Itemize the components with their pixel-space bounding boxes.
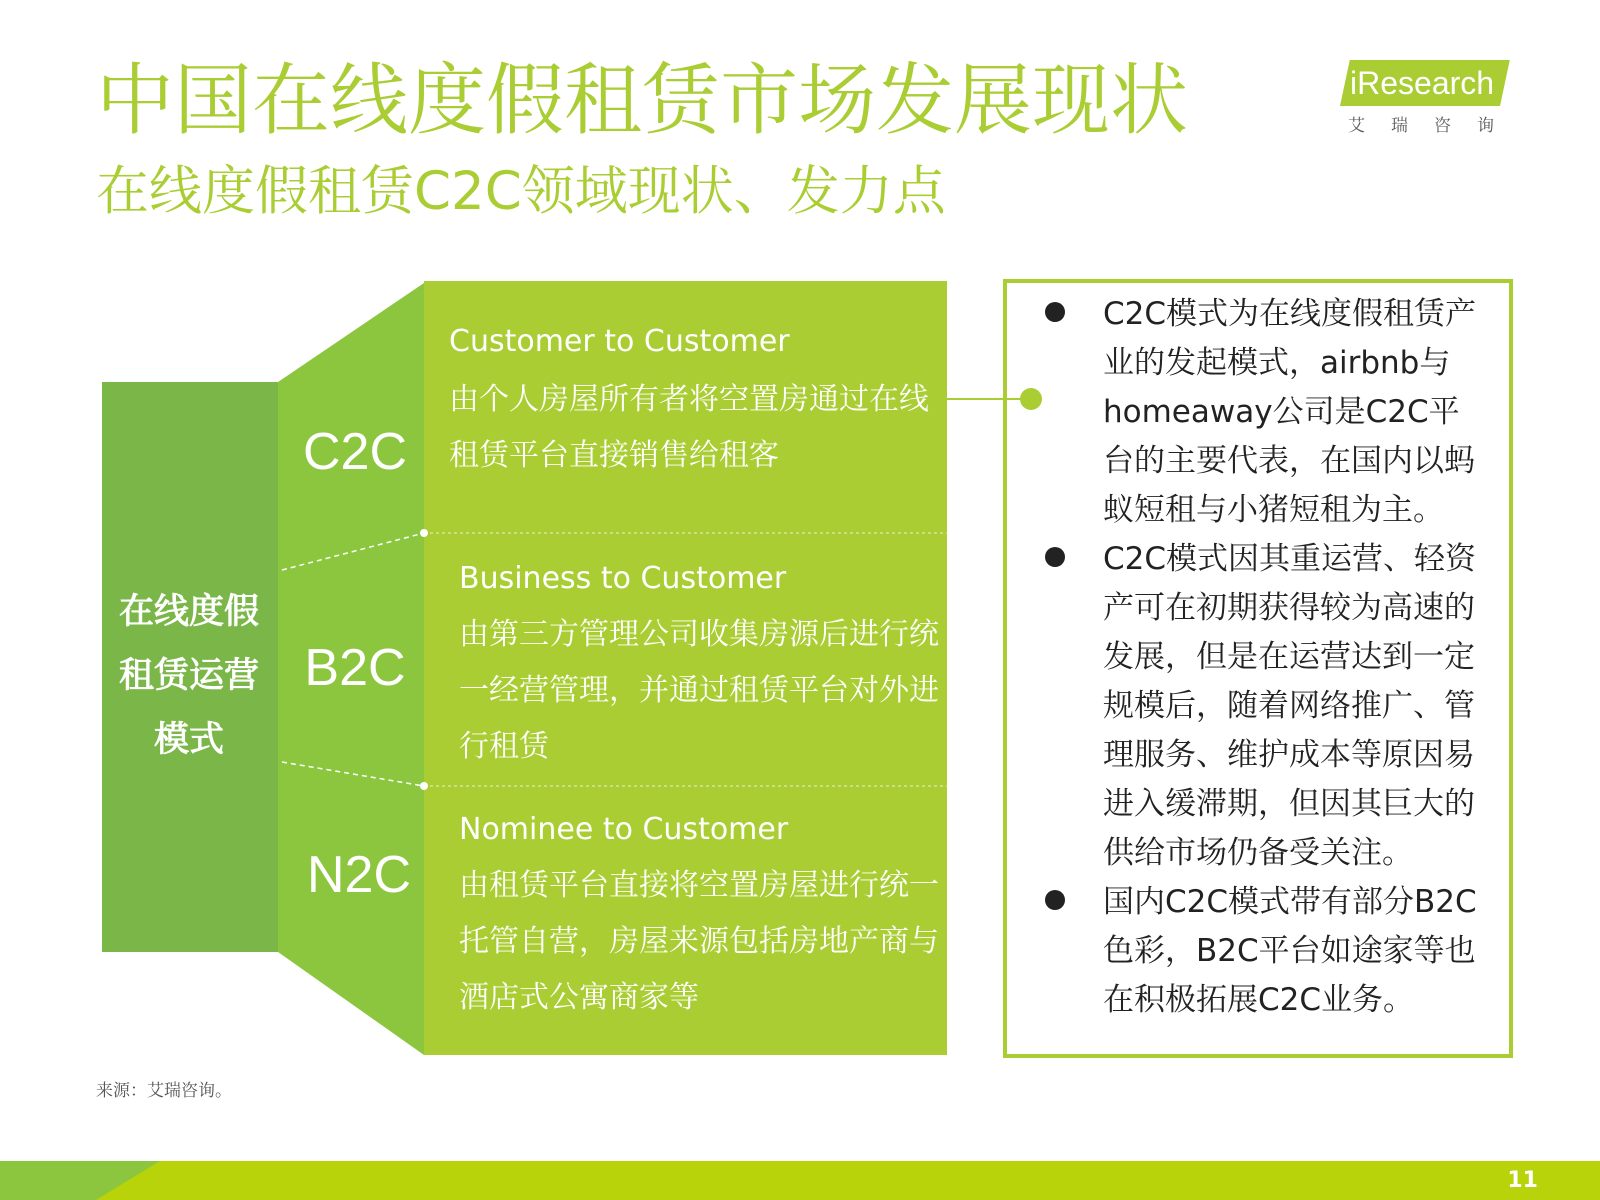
connector-dot-2 bbox=[420, 782, 428, 790]
c2c-title: Customer to Customer bbox=[449, 324, 790, 359]
footer-bar bbox=[0, 1161, 1600, 1200]
b2c-code: B2C bbox=[304, 639, 406, 697]
logo-text: iResearch bbox=[1350, 65, 1495, 101]
c2c-description: 由个人房屋所有者将空置房通过在线租赁平台直接销售给租客 bbox=[449, 382, 929, 473]
note-item bbox=[1045, 290, 1485, 535]
bullet-icon bbox=[1045, 547, 1065, 567]
b2c-description: 由第三方管理公司收集房源后进行统一经营管理，并通过租赁平台对外进行租赁 bbox=[459, 617, 939, 764]
page-subtitle: 在线度假租赁C2C领域现状、发力点 bbox=[96, 161, 946, 222]
callout-dot bbox=[1020, 388, 1042, 410]
note-text: 国内C2C模式带有部分B2C色彩，B2C平台如途家等也在积极拓展C2C业务。 bbox=[1103, 884, 1477, 1018]
footer-stripe bbox=[0, 1161, 160, 1200]
n2c-description: 由租赁平台直接将空置房屋进行统一托管自营，房屋来源包括房地产商与酒店式公寓商家等 bbox=[459, 868, 939, 1015]
bullet-icon bbox=[1045, 890, 1065, 910]
b2c-title: Business to Customer bbox=[459, 561, 787, 596]
operating-model-label: 在线度假租赁运营模式 bbox=[118, 592, 259, 760]
note-text: C2C模式因其重运营、轻资产可在初期获得较为高速的发展，但是在运营达到一定规模后，随着网络推广、管理服务、维护成本等原因易进入缓滞期，但因其巨大的供给市场仍备受关注。 bbox=[1103, 541, 1477, 871]
page-title: 中国在线度假租赁市场发展现状 bbox=[96, 56, 1189, 146]
source-note: 来源：艾瑞咨询。 bbox=[96, 1081, 232, 1101]
connector-dot-1 bbox=[420, 529, 428, 537]
note-item bbox=[1045, 535, 1485, 878]
n2c-code: N2C bbox=[306, 846, 412, 904]
logo-subtitle: 艾瑞咨询 bbox=[1348, 116, 1520, 136]
notes-list bbox=[1045, 290, 1485, 1025]
bullet-icon bbox=[1045, 302, 1065, 322]
page-number: 11 bbox=[1507, 1168, 1538, 1193]
c2c-code: C2C bbox=[302, 423, 408, 481]
note-item bbox=[1045, 878, 1485, 1025]
n2c-title: Nominee to Customer bbox=[459, 812, 789, 847]
note-text: C2C模式为在线度假租赁产业的发起模式，airbnb与homeaway公司是C2C平台的主要代表，在国内以蚂蚁短租与小猪短租为主。 bbox=[1103, 296, 1477, 528]
